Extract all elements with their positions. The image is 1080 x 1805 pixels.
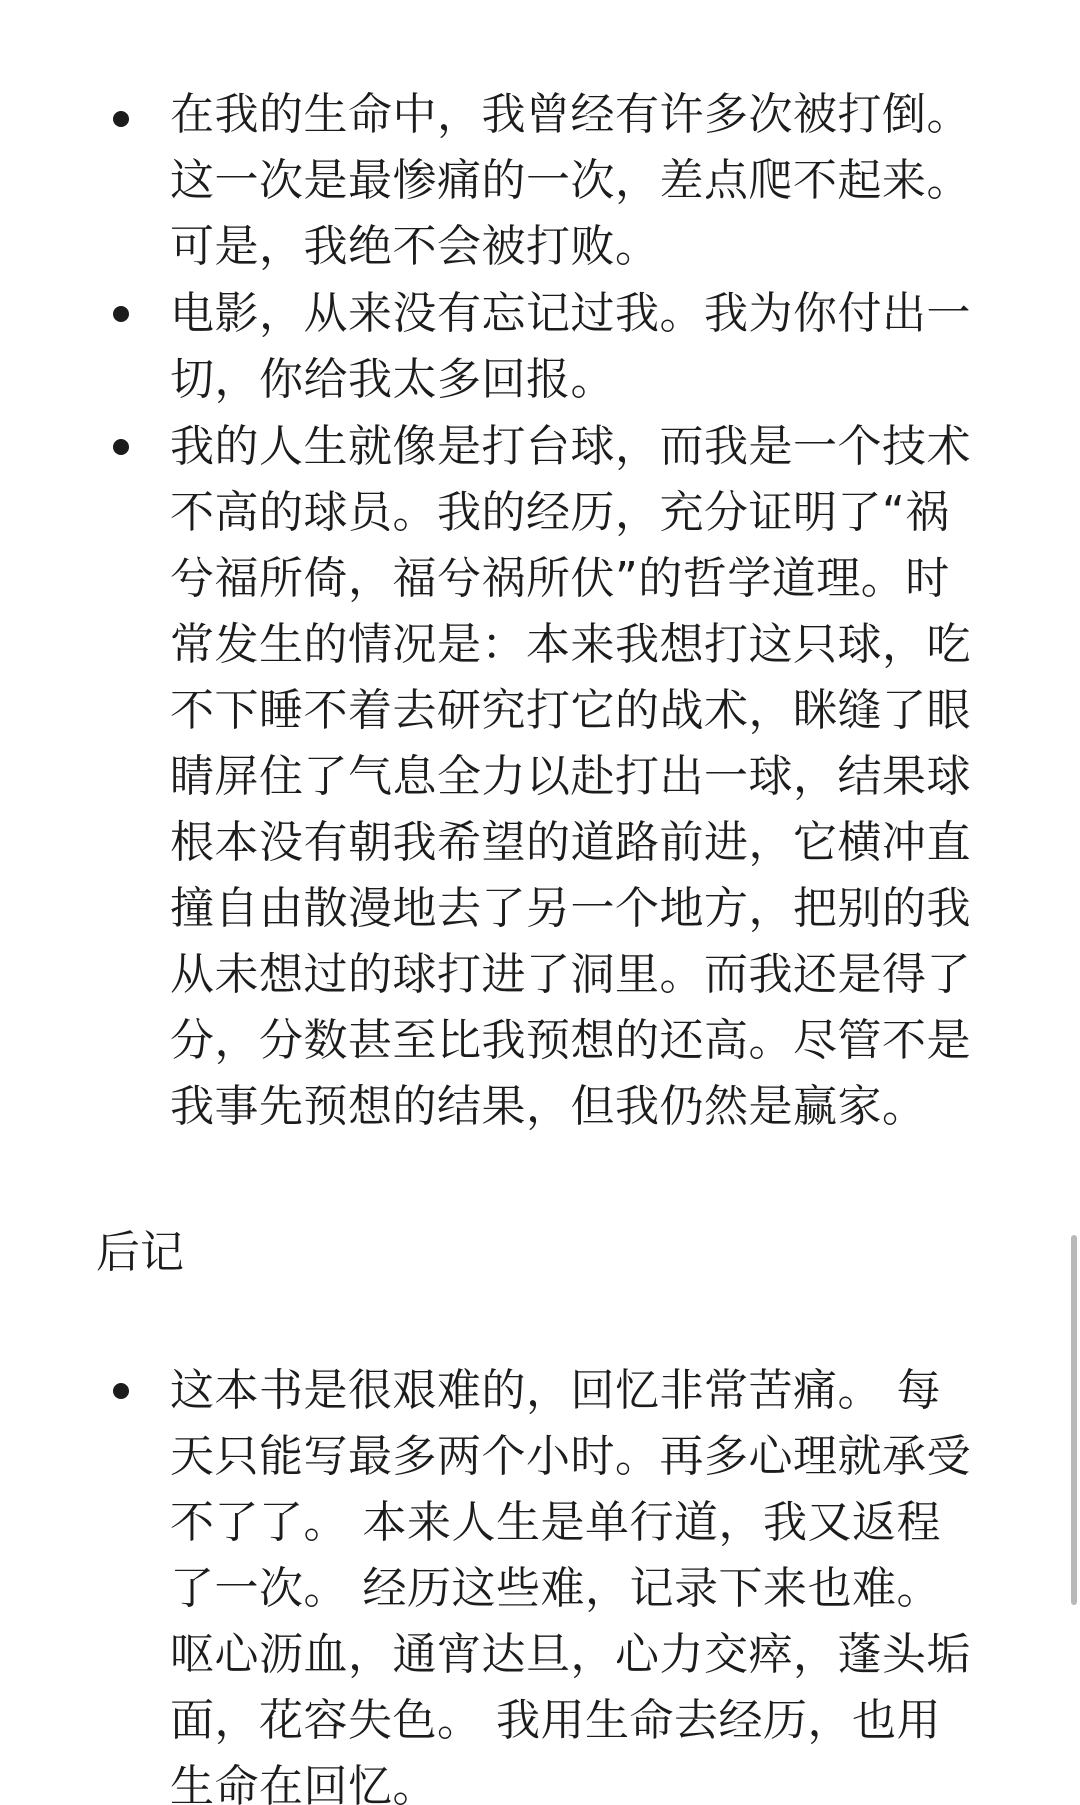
list-item-line: 睛屏住了气息全力以赴打出一球，结果球 bbox=[170, 751, 971, 802]
list-item-line: 天只能写最多两个小时。再多心理就承受 bbox=[170, 1431, 971, 1482]
list-item-line: 呕心沥血，通宵达旦，心力交瘁，蓬头垢 bbox=[170, 1629, 971, 1680]
list-item-line: 不了了。 本来人生是单行道，我又返程 bbox=[170, 1497, 941, 1548]
list-item-line: 兮福所倚，福兮祸所伏”的哲学道理。时 bbox=[170, 553, 950, 604]
list-item-line: 这一次是最惨痛的一次，差点爬不起来。 bbox=[170, 155, 971, 206]
list-item-line: 这本书是很艰难的，回忆非常苦痛。 每 bbox=[170, 1365, 941, 1416]
list-item-line: 分，分数甚至比我预想的还高。尽管不是 bbox=[170, 1015, 971, 1066]
bullet-icon bbox=[113, 111, 129, 127]
list-item-line: 撞自由散漫地去了另一个地方，把别的我 bbox=[170, 883, 971, 934]
list-item-line: 根本没有朝我希望的道路前进，它横冲直 bbox=[170, 817, 971, 868]
list-item-line: 我的人生就像是打台球，而我是一个技术 bbox=[170, 421, 971, 472]
section-heading: 后记 bbox=[96, 1227, 184, 1278]
list-item-line: 常发生的情况是：本来我想打这只球，吃 bbox=[170, 619, 971, 670]
list-item-line: 不下睡不着去研究打它的战术，眯缝了眼 bbox=[170, 685, 971, 736]
list-item-line: 从未想过的球打进了洞里。而我还是得了 bbox=[170, 949, 971, 1000]
list-item-line: 电影，从来没有忘记过我。我为你付出一 bbox=[170, 288, 971, 339]
list-item-line: 生命在回忆。 bbox=[170, 1761, 437, 1805]
list-item-line: 不高的球员。我的经历，充分证明了“祸 bbox=[170, 487, 950, 538]
bullet-icon bbox=[113, 1383, 129, 1399]
list-item-line: 在我的生命中，我曾经有许多次被打倒。 bbox=[170, 89, 971, 140]
list-item-line: 可是，我绝不会被打败。 bbox=[170, 221, 660, 272]
bullet-icon bbox=[113, 439, 129, 455]
bullet-icon bbox=[113, 306, 129, 322]
list-item-line: 面，花容失色。 我用生命去经历，也用 bbox=[170, 1695, 941, 1746]
list-item-line: 切，你给我太多回报。 bbox=[170, 354, 615, 405]
list-item-line: 我事先预想的结果，但我仍然是赢家。 bbox=[170, 1081, 927, 1132]
list-item-line: 了一次。 经历这些难，记录下来也难。 bbox=[170, 1563, 941, 1614]
vertical-scrollbar[interactable] bbox=[1071, 1235, 1077, 1605]
